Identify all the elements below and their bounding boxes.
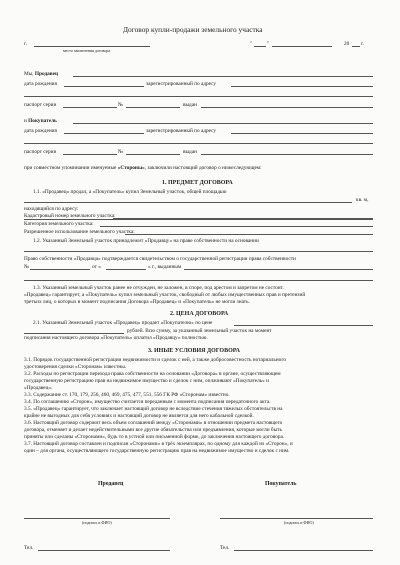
buyer-issued-field[interactable] — [201, 154, 373, 155]
buyer-address-field[interactable] — [231, 133, 373, 134]
seller-name-field[interactable] — [73, 76, 373, 77]
section1-heading: 1. ПРЕДМЕТ ДОГОВОРА — [162, 180, 233, 186]
section2-heading: 2. ЦЕНА ДОГОВОРА — [170, 311, 229, 317]
located-label: находящийся по адресу: — [24, 206, 79, 212]
place-field[interactable] — [34, 46, 150, 47]
cadastral-label: Кадастровый номер земельного участка: — [24, 213, 116, 219]
ownership-cert-text: Право собственности «Продавца» подтверждается свидетельством о государственной регистрации права собственности — [24, 256, 296, 262]
buyer-passport-number-field[interactable] — [126, 154, 180, 155]
cert-from-label: от « — [92, 264, 101, 270]
year-prefix: 20 — [344, 41, 350, 47]
month-field[interactable] — [272, 46, 332, 47]
clause-2-1-c: подписания настоящего договора «Покупатель» оплатил «Продавцу» полностью. — [24, 335, 208, 341]
cert-issuer-field-2[interactable] — [24, 280, 373, 281]
seller-address-field-2[interactable] — [24, 96, 373, 97]
price-words-field[interactable] — [24, 333, 124, 334]
seller-tel-field[interactable] — [38, 550, 170, 551]
clause-1-3-b: «Продавец» гарантирует, а «Покупатель» купил земельный участок, свободный от любых имущественных прав и претензий — [24, 292, 306, 298]
clause-1-3-c: третьих лиц, о которых в момент подписания Договора «Продавец» и «Покупатель» не могли знать. — [24, 299, 250, 305]
permitted-use-label: Разрешенное использование земельного участка: — [24, 229, 135, 235]
clause-3-line: 3.7. Настоящий договор составлен и подписан «Сторонами» в трёх экземплярах, по одному для каждой из «Сторон», и — [24, 441, 293, 447]
seller-dob-field[interactable] — [64, 86, 144, 87]
clause-1-2: 1.2. Указанный Земельный участок принадлежит «Продавцу» на праве собственности на основании — [33, 238, 259, 244]
location-field[interactable] — [24, 219, 373, 220]
clause-3-line: 3.5. «Продавец» гарантирует, что заключает настоящий договор не вследствие стечения тяжелых обстоятельств на — [24, 406, 283, 412]
and-label: и Покупатель — [24, 118, 57, 124]
cadastral-field[interactable] — [113, 218, 373, 219]
category-field[interactable] — [100, 226, 373, 227]
clause-3-line: 3.2. Расходы по регистрации перехода права собственности на основании «Договора» в органе, осуществляющем — [24, 371, 281, 377]
quote-close: " — [267, 41, 270, 47]
buyer-number-label: № — [118, 149, 124, 155]
clause-3-line: удостоверения сделки «Сторонам» известны. — [24, 364, 127, 370]
seller-dob-label: дата рождения — [24, 81, 57, 87]
seller-passport-label: паспорт серии — [24, 102, 57, 108]
joint-mention: при совместном упоминании именуемые «Стороны», заключили настоящий договор о нижеследующем: — [24, 165, 262, 171]
buyer-dob-field[interactable] — [64, 133, 144, 134]
clause-3-line: один – для органа, осуществляющего государственную регистрацию прав на недвижимое имущество и сделок с ним. — [24, 448, 290, 454]
year-g: г. — [361, 41, 364, 47]
buyer-tel-label: Тел. — [220, 545, 230, 551]
buyer-address-field-2[interactable] — [24, 143, 373, 144]
seller-tel-label: Тел. — [24, 545, 34, 551]
category-label: Категория земельного участка: — [24, 221, 94, 227]
buyer-registered-label: зарегистрированный по адресу — [146, 128, 217, 134]
seller-signature-heading: Продавец — [98, 481, 124, 487]
buyer-issued-label: выдан — [183, 149, 197, 155]
clause-3-line: приняты или сделаны «Сторонами», будь то в устной или письменной форме, до заключения настоящего договора. — [24, 434, 285, 440]
buyer-signature-caption: (подпись и ФИО) — [284, 520, 314, 525]
clause-3-line: 3.3. Содержание ст. 170, 179, 256, 460, 469, 475, 477, 551, 556 ГК РФ «Сторонам» известно. — [24, 392, 230, 398]
clause-1-1: 1.1. «Продавец» продал, а «Покупатель» купил Земельный участок, общей площадью — [33, 189, 227, 195]
seller-address-field[interactable] — [231, 86, 373, 87]
seller-registered-label: зарегистрированный по адресу — [146, 81, 217, 87]
seller-passport-number-field[interactable] — [126, 107, 180, 108]
seller-issued-label: выдан — [183, 102, 197, 108]
seller-number-label: № — [118, 102, 124, 108]
cert-issuer-field[interactable] — [184, 269, 373, 270]
buyer-passport-label: паспорт серии — [24, 149, 57, 155]
clause-3-line: 3.4. По соглашению «Сторон», имущество считается переданным с момента подписания передаточного акта. — [24, 399, 271, 405]
day-field[interactable] — [254, 46, 266, 47]
buyer-passport-series-field[interactable] — [63, 154, 117, 155]
place-caption: место заключения договора — [63, 48, 111, 53]
buyer-signature-heading: Покупатель — [265, 481, 297, 487]
cert-year-label: » г., выданным — [148, 264, 182, 270]
we-label: Мы, Продавец — [24, 71, 59, 77]
clause-3-line: договора, отменяет и делает недействительными все другие обязательства или предъявления, которые могли быть — [24, 427, 282, 433]
cert-number-field[interactable] — [30, 269, 90, 270]
seller-signature-caption: (подпись и ФИО) — [82, 520, 112, 525]
quote-open: " — [250, 41, 253, 47]
price-field[interactable] — [234, 325, 373, 326]
section3-heading: 3. ИНЫЕ УСЛОВИЯ ДОГОВОРА — [148, 348, 240, 354]
seller-signature-field[interactable] — [24, 518, 170, 519]
cert-number-label: № — [24, 264, 30, 270]
basis-field[interactable] — [24, 251, 373, 252]
year-field[interactable] — [352, 46, 360, 47]
document-title: Договор купли-продажи земельного участка — [123, 25, 263, 34]
clause-3-line: государственную регистрацию прав на недвижимое имущество и сделок с ним, оплачивают «Покупатель» и — [24, 378, 269, 384]
kvm-label: кв. м, — [356, 197, 369, 203]
cert-date-field[interactable] — [106, 269, 146, 270]
clause-3-line: «Продавец». — [24, 385, 53, 391]
buyer-tel-field[interactable] — [234, 550, 373, 551]
clause-3-line: 3.6. Настоящий договор содержит весь объем соглашений между «Сторонами» в отношении предмета настоящего — [24, 420, 283, 426]
clause-2-1-a: 2.1. Указанный Земельный участок «Продавец» продает «Покупателю» по цене — [33, 320, 213, 326]
buyer-name-field[interactable] — [73, 123, 373, 124]
area-field[interactable] — [24, 202, 352, 203]
clause-1-3-a: 1.3. Указанный земельный участок ранее не отчужден, не заложен, в споре, под арестом и запретом не состоит. — [33, 285, 284, 291]
permitted-use-field[interactable] — [125, 234, 373, 235]
seller-issued-field[interactable] — [201, 107, 373, 108]
buyer-signature-field[interactable] — [220, 518, 373, 519]
seller-passport-series-field[interactable] — [63, 107, 117, 108]
clause-3-line: 3.1. Порядок государственной регистрации недвижимости и сделок с ней, а также добросовестность нотариального — [24, 357, 287, 363]
clause-3-line: крайне не выгодных для себя условиях и настоящий договор не является для него кабальной сделкой. — [24, 413, 254, 419]
city-prefix: г. — [24, 41, 27, 47]
buyer-dob-label: дата рождения — [24, 128, 57, 134]
clause-2-1-b: рублей. Всю сумму, за указанный земельный участок на момент — [127, 328, 272, 334]
